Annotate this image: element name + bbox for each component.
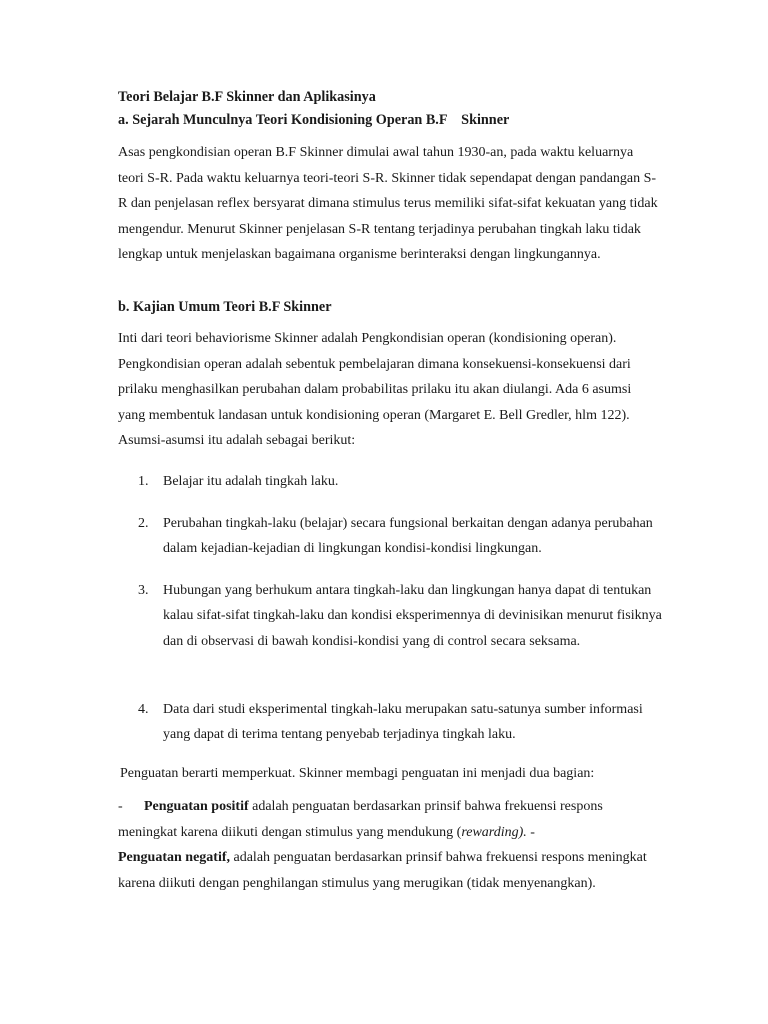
document-title: Teori Belajar B.F Skinner dan Aplikasinya <box>118 89 376 105</box>
positive-reinforcement-term: Penguatan positif <box>144 799 249 814</box>
bullet-dash: - <box>526 824 535 840</box>
section-b-heading: b. Kajian Umum Teori B.F Skinner <box>118 299 332 315</box>
list-item-number: 2. <box>138 516 149 531</box>
positive-reinforcement-text: adalah penguatan berdasarkan prinsif bahwa frekuensi respons meningkat karena diikuti dengan stimulus yang mendukung ( <box>118 799 603 840</box>
list-item-text: Belajar itu adalah tingkah laku. <box>163 474 339 489</box>
section-a-heading: a. Sejarah Munculnya Teori Kondisioning Operan B.F Skinner <box>118 112 510 128</box>
section-b-paragraph: Inti dari teori behaviorisme Skinner adalah Pengkondisian operan (kondisioning operan). Pengkondisian operan adalah sebentuk pembelajaran dimana konsekuensi-konsekuensi dari prilaku menghasilkan perubahan dalam probabilitas prilaku itu akan diulangi. Ada 6 asumsi yang membentuk landasan untuk kondisioning operan (Margaret E. Bell Gredler, hlm 122). Asumsi-asumsi itu adalah sebagai berikut: <box>118 331 632 449</box>
reinforcement-bullets <box>118 794 663 896</box>
list-item-text: Data dari studi eksperimental tingkah-laku merupakan satu-satunya sumber informasi yang dapat di terima tentang penyebab terjadinya tingkah laku. <box>163 702 643 743</box>
list-item-number: 4. <box>138 702 149 717</box>
bullet-dash: - <box>118 799 123 814</box>
list-item-number: 3. <box>138 583 149 598</box>
list-item-text: Perubahan tingkah-laku (belajar) secara fungsional berkaitan dengan adanya perubahan dalam kejadian-kejadian di lingkungan kondisi-kondisi lingkungan. <box>163 516 653 557</box>
list-item-number: 1. <box>138 474 149 489</box>
negative-reinforcement-text: adalah penguatan berdasarkan prinsif bahwa frekuensi respons meningkat karena diikuti dengan penghilangan stimulus yang merugikan (tidak menyenangkan). <box>118 850 647 891</box>
reinforcement-summary: Penguatan berarti memperkuat. Skinner membagi penguatan ini menjadi dua bagian: <box>120 766 595 781</box>
section-a-paragraph: Asas pengkondisian operan B.F Skinner dimulai awal tahun 1930-an, pada waktu keluarnya teori S-R. Pada waktu keluarnya teori-teori S-R. Skinner tidak sependapat dengan pandangan S-R dan penjelasan reflex bersyarat dimana stimulus terus memiliki sifat-sifat kekuatan yang tidak mengendur. Menurut Skinner penjelasan S-R tentang terjadinya perubahan tingkah laku tidak lengkap untuk menjelaskan bagaimana organisme berinteraksi dengan lingkungannya. <box>118 145 658 263</box>
negative-reinforcement-term: Penguatan negatif, <box>118 850 230 866</box>
positive-reinforcement-italic: rewarding). <box>461 824 527 840</box>
list-item-text: Hubungan yang berhukum antara tingkah-laku dan lingkungan hanya dapat di tentukan kalau sifat-sifat tingkah-laku dan kondisi eksperimennya di devinisikan menurut fisiknya dan di observasi di bawah kondisi-kondisi yang di control secara seksama. <box>163 583 662 649</box>
